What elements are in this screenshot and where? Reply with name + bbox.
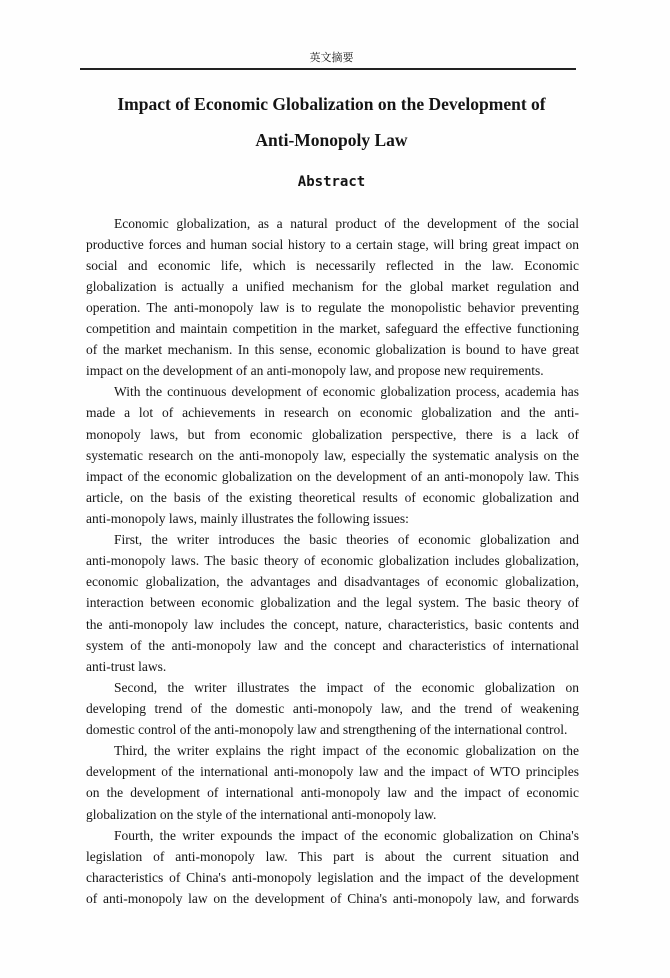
running-header: 英文摘要: [309, 51, 354, 64]
abstract-line: of the market mechanism. In this sense, economic globalization is bound to have great: [86, 342, 579, 358]
abstract-body: [86, 213, 579, 910]
abstract-line: Fourth, the writer expounds the impact of the economic globalization on China's: [114, 827, 579, 843]
abstract-line: economic globalization, the advantages and disadvantages of economic globalization,: [86, 574, 579, 590]
abstract-line: development of the international anti-monopoly law and the impact of WTO principles: [86, 764, 579, 780]
abstract-line: First, the writer introduces the basic theories of economic globalization and: [114, 532, 579, 548]
abstract-paragraph: [86, 825, 579, 909]
abstract-line: globalization on the style of the international anti-monopoly law.: [86, 806, 437, 822]
abstract-line: impact of the economic globalization on the development of an anti-monopoly law. This: [86, 468, 579, 484]
abstract-paragraph: [86, 381, 579, 529]
abstract-heading: Abstract: [297, 174, 366, 190]
abstract-line: With the continuous development of economic globalization process, academia has: [114, 384, 579, 400]
abstract-line: operation. The anti-monopoly law is to regulate the monopolistic behavior preventing: [86, 299, 579, 315]
abstract-line: anti-trust laws.: [86, 658, 167, 674]
paper-title-line: Anti-Monopoly Law: [255, 130, 408, 150]
abstract-line: article, on the basis of the existing theoretical results of economic globalization and: [86, 489, 579, 505]
abstract-line: productive forces and human social history to a certain stage, will bring great impact on: [86, 236, 579, 252]
paper-title-line: Impact of Economic Globalization on the Development of: [117, 94, 546, 114]
abstract-line: system of the anti-monopoly law and the concept and characteristics of international: [86, 637, 579, 653]
abstract-line: competition and maintain competition in the market, safeguard the effective functioning: [86, 321, 579, 337]
abstract-paragraph: [86, 740, 579, 824]
abstract-line: of anti-monopoly law on the development of China's anti-monopoly law, and forwards: [86, 891, 579, 906]
abstract-line: developing trend of the domestic anti-monopoly law, and the trend of weakening: [86, 701, 579, 717]
abstract-line: made a lot of achievements in research on economic globalization and the anti-: [86, 405, 579, 421]
header-rule: [80, 68, 576, 70]
paper-title: [85, 86, 578, 158]
abstract-line: domestic control of the anti-monopoly law and strengthening of the international control.: [86, 722, 568, 738]
abstract-paragraph: [86, 677, 579, 740]
abstract-line: Second, the writer illustrates the impact of the economic globalization on: [114, 679, 579, 695]
abstract-line: characteristics of China's anti-monopoly legislation and the impact of the development: [86, 869, 579, 885]
abstract-line: anti-monopoly laws, mainly illustrates the following issues:: [86, 511, 409, 527]
abstract-line: Economic globalization, as a natural product of the development of the social: [114, 215, 579, 231]
abstract-line: legislation of anti-monopoly law. This part is about the current situation and: [86, 848, 579, 864]
abstract-line: systematic research on the anti-monopoly law, especially the systematic analysis on the: [86, 447, 579, 463]
abstract-line: interaction between economic globalization and the legal system. The basic theory of: [86, 595, 579, 611]
abstract-paragraph: [86, 213, 579, 382]
abstract-line: anti-monopoly laws. The basic theory of economic globalization includes globalization,: [86, 553, 579, 569]
abstract-line: impact on the development of an anti-monopoly law, and propose new requirements.: [86, 363, 544, 379]
abstract-line: monopoly laws, but from economic globalization perspective, there is a lack of: [86, 426, 579, 442]
abstract-line: on the development of international anti-monopoly law and the impact of economic: [86, 785, 579, 801]
abstract-line: social and economic life, which is necessarily reflected in the law. Economic: [86, 257, 579, 273]
abstract-line: globalization is actually a unified mechanism for the global market regulation and: [86, 278, 579, 294]
abstract-line: the anti-monopoly law includes the concept, nature, characteristics, basic contents and: [86, 616, 579, 632]
abstract-paragraph: [86, 529, 579, 677]
abstract-line: Third, the writer explains the right impact of the economic globalization on the: [114, 743, 579, 759]
